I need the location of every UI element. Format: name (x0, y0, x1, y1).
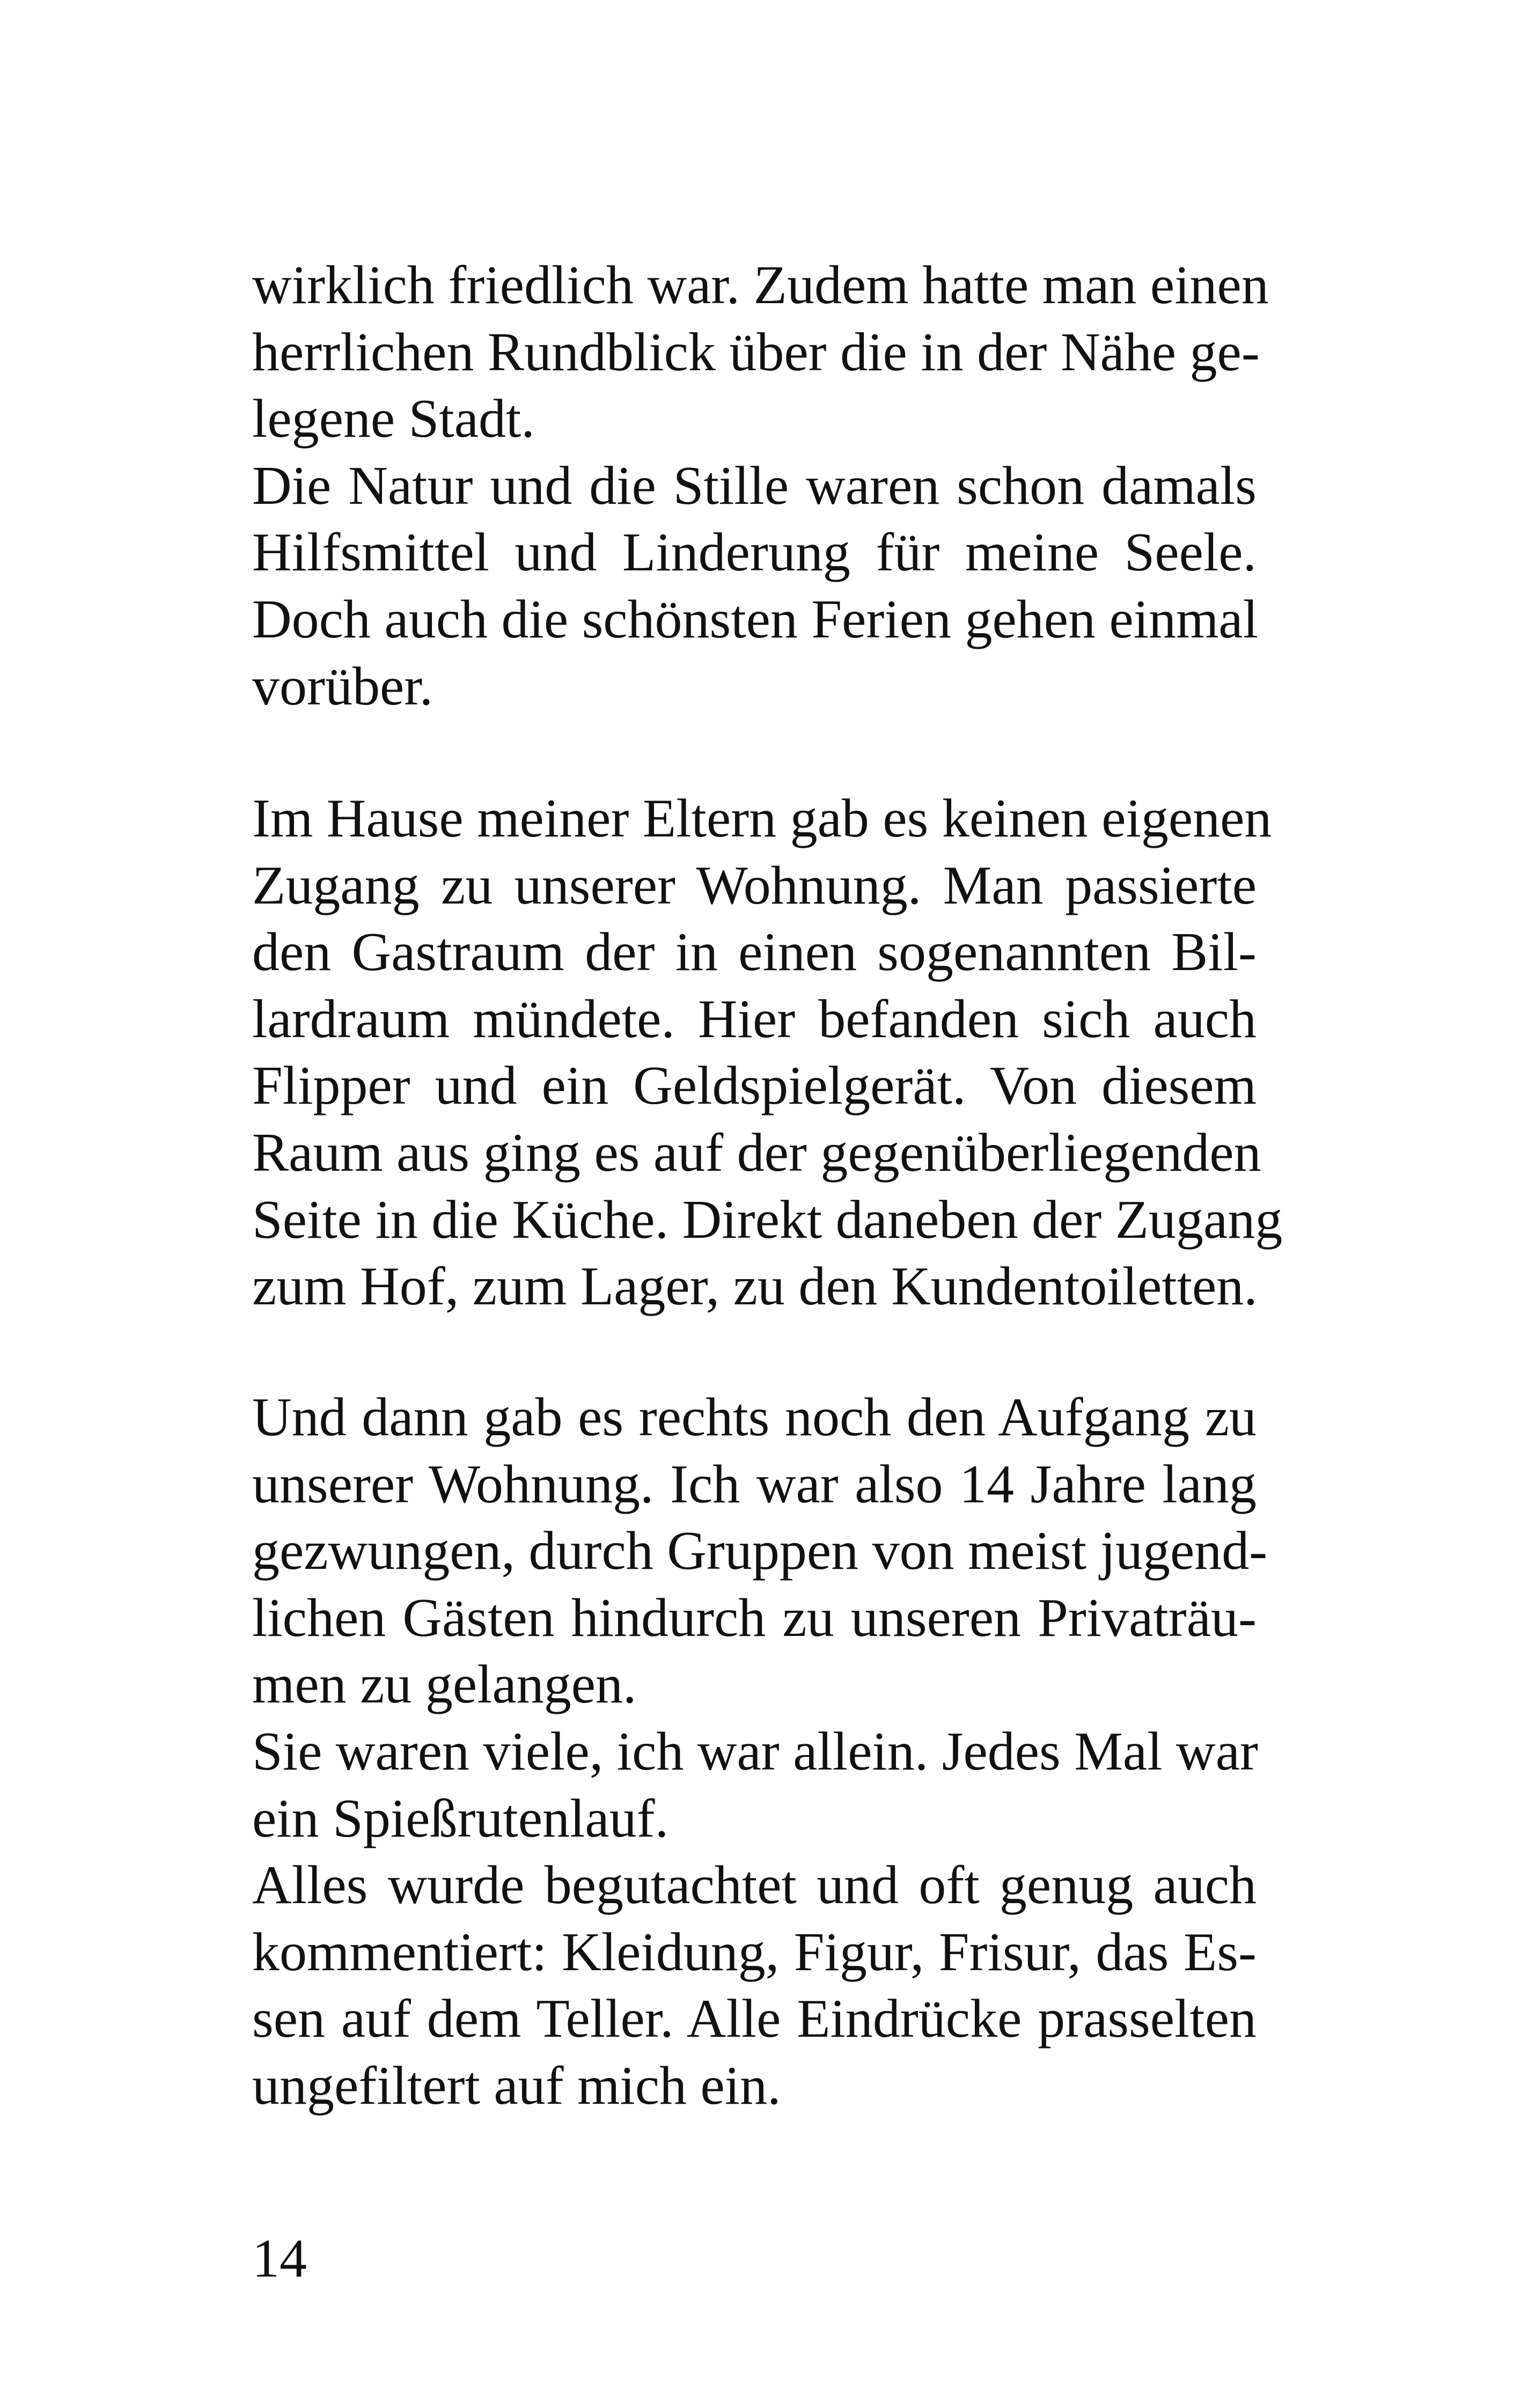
text-line: legene Stadt. (252, 388, 535, 450)
text-line: Flipper und ein Geldspielgerät. Von diesem (252, 1055, 1257, 1117)
text-line: ungefiltert auf mich ein. (252, 2055, 781, 2116)
text-line: Zugang zu unserer Wohnung. Man passierte (252, 855, 1257, 916)
paragraph-block-1 (252, 252, 1269, 720)
text-line: lardraum mündete. Hier befanden sich auch (252, 988, 1257, 1049)
paragraph-block-3 (252, 1384, 1268, 2120)
text-line: ein Spießrutenlauf. (252, 1788, 669, 1849)
text-line: Im Hause meiner Eltern gab es keinen eigenen (252, 788, 1272, 849)
text-line: Alles wurde begutachtet und oft genug auch (252, 1855, 1257, 1916)
text-line: sen auf dem Teller. Alle Eindrücke prasselten (252, 1988, 1257, 2050)
text-line: Die Natur und die Stille waren schon damals (252, 455, 1257, 516)
text-line: kommentiert: Kleidung, Figur, Frisur, das Es- (252, 1921, 1257, 1983)
text-line: den Gastraum der in einen sogenannten Bil- (252, 922, 1257, 983)
text-line: lichen Gästen hindurch zu unseren Privaträu- (252, 1587, 1257, 1648)
text-line: Hilfsmittel und Linderung für meine Seele. (252, 522, 1257, 583)
text-line: gezwungen, durch Gruppen von meist jugend- (252, 1521, 1268, 1582)
text-line: Doch auch die schönsten Ferien gehen einmal (252, 589, 1259, 650)
text-line: wirklich friedlich war. Zudem hatte man einen (252, 255, 1269, 315)
text-line: unserer Wohnung. Ich war also 14 Jahre lang (252, 1453, 1257, 1515)
text-line: Seite in die Küche. Direkt daneben der Zugang (252, 1189, 1283, 1250)
text-line: zum Hof, zum Lager, zu den Kundentoiletten. (252, 1256, 1258, 1317)
text-line: Sie waren viele, ich war allein. Jedes Mal war (252, 1721, 1258, 1782)
text-line: Und dann gab es rechts noch den Aufgang zu (252, 1387, 1257, 1448)
text-line: men zu gelangen. (252, 1654, 637, 1715)
text-line: herrlichen Rundblick über die in der Nähe ge- (252, 321, 1260, 383)
text-line: Raum aus ging es auf der gegenüberliegenden (252, 1122, 1261, 1183)
text-line: vorüber. (252, 656, 433, 717)
paragraph-block-2 (252, 785, 1283, 1320)
page-number: 14 (252, 2228, 307, 2289)
